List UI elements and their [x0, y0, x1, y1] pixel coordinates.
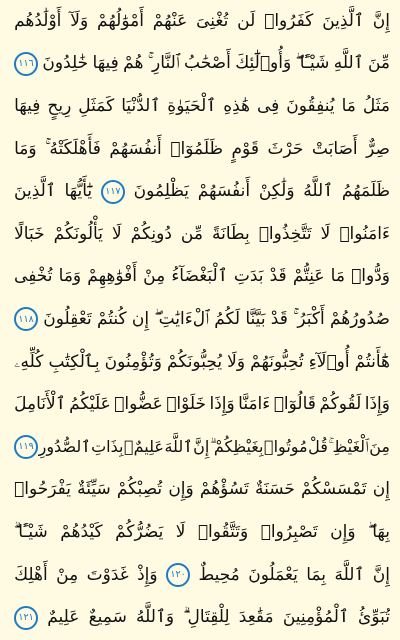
verse-word: تَتَّخِذُوا۟: [258, 223, 312, 244]
verse-word: ٱللَّهِ: [333, 53, 364, 74]
verse-word: تَصْبِرُوا۟: [260, 521, 318, 542]
verse-word: إِنَّ: [372, 10, 390, 31]
verse-word: ٱلْحَيَوٰةِ: [167, 95, 217, 116]
verse-word: فِيهَا: [14, 95, 41, 116]
verse-word: عَلَيْكُمُ: [69, 394, 111, 415]
verse-word: هُمْ: [123, 53, 144, 74]
verse-word: عَنْهُمْ: [152, 10, 188, 31]
verse-word: لِلْقِتَالِ ۗ: [183, 607, 230, 628]
verse-word: ٱلدُّنْيَا: [121, 95, 161, 116]
verse-word: خَلَوْا۟: [166, 394, 207, 415]
verse-word: ٱلْمُؤْمِنِينَ: [282, 607, 349, 628]
verse-word: صِرٌّ: [366, 138, 390, 159]
verse-word: بِمَا: [306, 564, 327, 585]
verse-word: عَضُّوا۟: [114, 394, 163, 415]
verse-word: ءَامَنُوا۟: [339, 223, 390, 244]
verse-word: تَعْقِلُونَ: [43, 308, 92, 329]
verse-word: عَلِيمٌۢ: [124, 437, 164, 457]
verse-word: مَقَٰعِدَ: [238, 607, 274, 628]
verse-word: ٱلْءَايَٰتِ ۖ: [154, 308, 209, 329]
verse-line: [14, 170, 390, 213]
ayah-number-marker: ١١٨: [14, 307, 38, 331]
verse-word: حَسَنَةٌ: [254, 479, 295, 500]
verse-word: مُوتُوا۟: [264, 437, 308, 457]
verse-word: كَيْدُهُمْ: [60, 521, 103, 542]
verse-word: يَظْلِمُونَ: [133, 181, 189, 202]
verse-word: تُغْنِىَ: [196, 10, 229, 31]
verse-word: مَثَلُ: [362, 95, 390, 116]
verse-word: هَٰٓأَنتُمْ: [354, 351, 390, 372]
verse-word: قَدْ: [270, 308, 288, 329]
verse-word: ٱللَّهَ: [334, 564, 365, 585]
verse-word: وَتَتَّقُوا۟: [197, 521, 249, 542]
verse-word: ٱللَّهَ: [164, 437, 193, 457]
verse-word: خَٰلِدُونَ: [42, 53, 89, 74]
verse-word: تَسُؤْهُمْ: [199, 479, 249, 500]
verse-line: [14, 511, 390, 554]
verse-line: [14, 469, 390, 512]
ayah-number-marker: ١٢٠: [166, 563, 190, 587]
verse-word: عَنِتُّمْ: [292, 266, 325, 287]
verse-word: إِن: [372, 479, 390, 500]
verse-word: أَمْوَٰلُهُمْ: [97, 10, 144, 31]
verse-word: ٱلصُّدُورِ: [38, 437, 91, 457]
verse-word: وَلَٰكِنْ: [258, 181, 295, 202]
verse-word: فِيهَا: [92, 53, 119, 74]
verse-word: قَالُوٓا۟: [273, 394, 316, 415]
verse-word: يَعْمَلُونَ: [248, 564, 298, 585]
verse-word: تُبَوِّئُ: [358, 607, 390, 628]
verse-word: كُلِّهِۦ: [14, 351, 44, 372]
verse-word: دُونِكُمْ: [130, 223, 172, 244]
verse-word: مِنْ: [56, 564, 79, 585]
verse-word: كَمَثَلِ: [78, 95, 115, 116]
verse-word: قَوْمٍ: [231, 138, 259, 159]
verse-word: يُنفِقُونَ: [286, 95, 335, 116]
verse-line: [14, 85, 390, 128]
verse-word: تُخْفِى: [14, 266, 53, 287]
verse-word: بَدَتِ: [233, 266, 264, 287]
verse-line: [14, 213, 390, 256]
verse-word: أَوْلَٰدُهُم: [14, 10, 62, 31]
verse-word: هَٰذِهِ: [223, 95, 251, 116]
verse-word: بِغَيْظِكُمْ ۗ: [209, 437, 264, 457]
verse-word: صُدُورُهُمْ: [329, 308, 390, 329]
verse-word: إِنَّ: [193, 437, 210, 457]
verse-word: مُحِيطٌ: [198, 564, 240, 585]
verse-word: وَلَا: [227, 351, 246, 372]
verse-word: ٱلَّذِينَ: [322, 10, 364, 31]
verse-line: [14, 298, 390, 341]
verse-line: [14, 341, 390, 384]
verse-word: فَأَهْلَكَتْهُ ۚ: [45, 138, 101, 159]
verse-word: شَيْـًٔا ۖ: [295, 53, 330, 74]
verse-word: ٱلْبَغْضَآءُ: [171, 266, 228, 287]
verse-word: يُحِبُّونَكُمْ: [167, 351, 223, 372]
verse-word: لَا: [320, 223, 331, 244]
verse-word: يَأْلُونَكُمْ: [53, 223, 103, 244]
verse-word: قُلْ: [308, 437, 328, 457]
verse-line: [14, 43, 390, 86]
verse-word: ٱلْغَيْظِ ۚ: [328, 437, 369, 457]
verse-word: مِّن: [180, 223, 203, 244]
verse-word: وَإِن: [330, 521, 356, 542]
verse-word: رِيحٍ: [47, 95, 72, 116]
verse-line: [14, 554, 390, 597]
verse-word: ٱلْأَنَامِلَ: [14, 394, 66, 415]
verse-word: أَنفُسَهُمْ: [109, 138, 162, 159]
verse-word: أَفْوَٰهِهِمْ: [87, 266, 138, 287]
verse-word: وَدُّوا۟: [351, 266, 390, 287]
verse-word: وَإِذَا: [209, 394, 235, 415]
verse-word: تُحِبُّونَهُمْ: [250, 351, 304, 372]
verse-word: ظَلَمُوٓا۟: [170, 138, 223, 159]
verse-word: بِذَاتِ: [91, 437, 124, 457]
verse-word: مَا: [341, 95, 356, 116]
verse-word: ٱللَّهُ: [303, 181, 334, 202]
verse-word: أَكْبَرُ ۚ: [293, 308, 325, 329]
verse-word: أَصْحَٰبُ: [184, 53, 231, 74]
ayah-number-marker: ١١٧: [101, 180, 125, 204]
verse-word: وَمَا: [14, 138, 37, 159]
verse-word: فِى: [257, 95, 280, 116]
verse-word: قَدْ: [269, 266, 287, 287]
verse-line: [14, 596, 390, 639]
verse-word: شَيْـًٔا ۗ: [14, 521, 48, 542]
verse-word: إِن: [131, 308, 150, 329]
verse-word: مِنَ: [369, 437, 390, 457]
verse-word: بِهَا ۖ: [368, 521, 390, 542]
verse-word: أَهْلِكَ: [14, 564, 48, 585]
verse-word: بِٱلْكِتَٰبِ: [48, 351, 100, 372]
verse-word: لَا: [175, 521, 186, 542]
verse-word: سَمِيعٌ: [88, 607, 127, 628]
verse-word: ٱلنَّارِ ۚ: [147, 53, 180, 74]
verse-word: يَضُرُّكُمْ: [115, 521, 164, 542]
verse-word: سَيِّئَةٌ: [77, 479, 111, 500]
verse-word: كَفَرُوا۟: [264, 10, 314, 31]
verse-word: وَإِن: [168, 479, 194, 500]
verse-word: وَمَا: [58, 266, 82, 287]
verse-word: لَا: [111, 223, 122, 244]
verse-word: تُصِبْكُمْ: [116, 479, 163, 500]
verse-word: كُنتُمْ: [96, 308, 127, 329]
verse-line: [14, 0, 390, 43]
verse-word: وَإِذْ: [137, 564, 158, 585]
verse-word: لَقُوكُمْ: [319, 394, 362, 415]
verse-word: أَنفُسَهُمْ: [197, 181, 251, 202]
ayah-number-marker: ١١٦: [14, 52, 38, 76]
verse-line: [14, 128, 390, 171]
verse-word: وَتُؤْمِنُونَ: [104, 351, 162, 372]
verse-word: تَمْسَسْكُمْ: [301, 479, 367, 500]
verse-word: غَدَوْتَ: [86, 564, 129, 585]
verse-word: إِنَّ: [372, 564, 390, 585]
verse-line: [14, 256, 390, 299]
verse-word: يَفْرَحُوا۟: [14, 479, 71, 500]
verse-word: ءَامَنَّا: [238, 394, 271, 415]
verse-word: يَٰٓأَيُّهَا: [64, 181, 93, 202]
verse-word: وَأُو۟لَٰٓئِكَ: [235, 53, 292, 74]
verse-word: وَإِذَا: [364, 394, 390, 415]
verse-word: لَكُمُ: [214, 308, 241, 329]
verse-word: وَٱللَّهُ: [136, 607, 175, 628]
ayah-number-marker: ١١٩: [14, 435, 38, 459]
verse-word: عَلِيمٌ: [47, 607, 80, 628]
verse-word: أُو۟لَآءِ: [308, 351, 350, 372]
verse-lines: [14, 0, 390, 640]
verse-word: خَبَالًا: [14, 223, 45, 244]
verse-line: [14, 426, 390, 469]
verse-word: أَصَابَتْ: [311, 138, 358, 159]
verse-word: وَلَآ: [70, 10, 89, 31]
verse-word: بَيَّنَّا: [245, 308, 266, 329]
verse-word: حَرْثَ: [267, 138, 304, 159]
verse-word: بِطَانَةً: [211, 223, 250, 244]
verse-word: مَا: [330, 266, 345, 287]
verse-word: مِّنَ: [367, 53, 390, 74]
ayah-number-marker: ١٢١: [14, 606, 38, 630]
verse-word: ظَلَمَهُمُ: [341, 181, 390, 202]
verse-word: ٱلَّذِينَ: [14, 181, 56, 202]
verse-line: [14, 383, 390, 426]
verse-word: مِنْ: [143, 266, 166, 287]
verse-word: لَن: [237, 10, 256, 31]
